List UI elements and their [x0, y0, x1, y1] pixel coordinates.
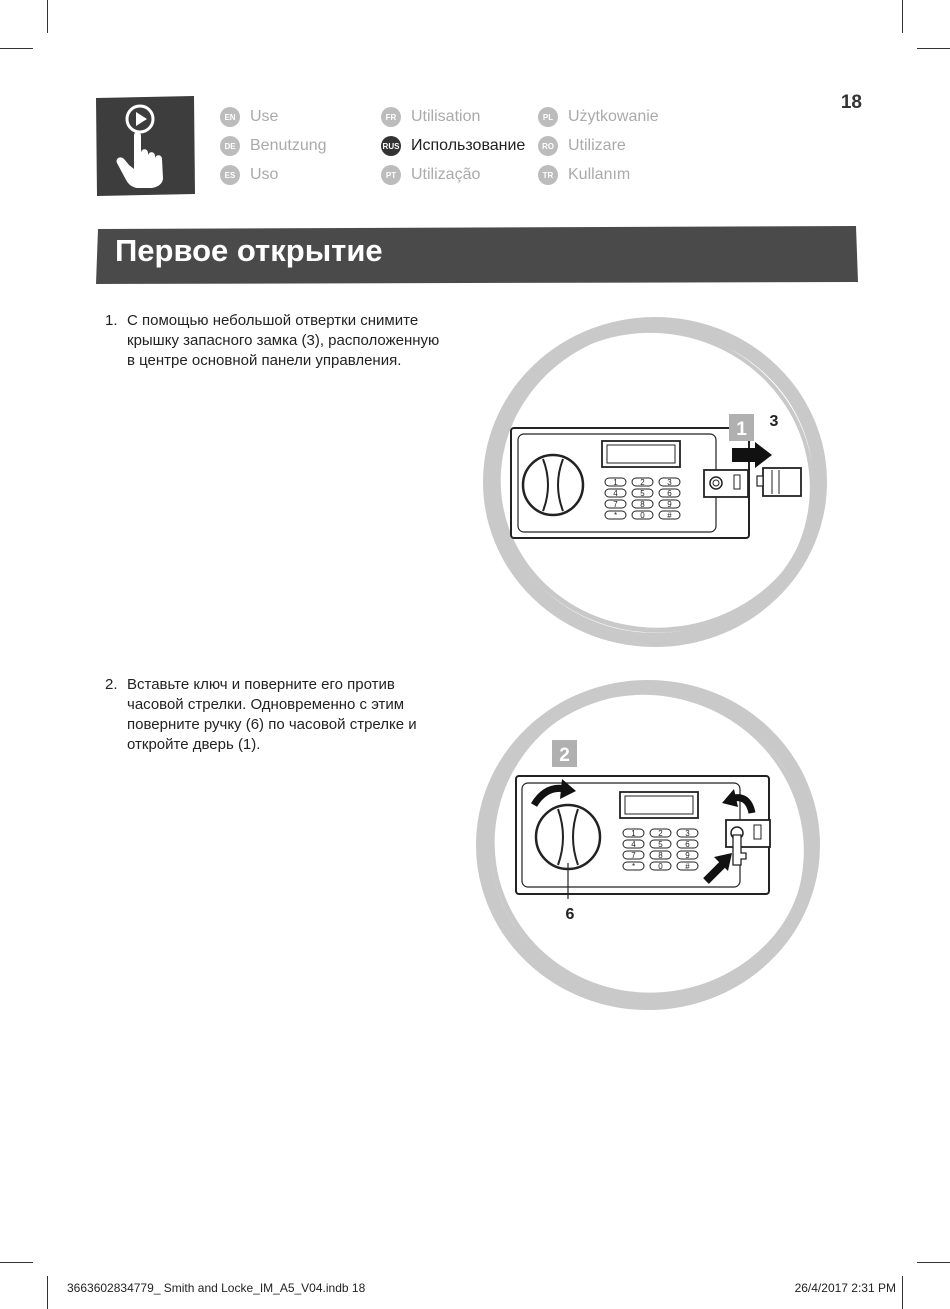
step-line: откройте дверь (1).: [127, 736, 261, 753]
language-label: Benutzung: [250, 137, 327, 154]
language-label: Utilizare: [568, 137, 626, 154]
crop-mark: [917, 48, 950, 49]
keypad-key-label: 4: [631, 840, 636, 849]
step-line: поверните ручку (6) по часовой стрелке и: [127, 716, 417, 733]
language-de: [220, 136, 327, 156]
language-label: Utilisation: [411, 108, 481, 125]
step-2-text: [105, 675, 417, 755]
language-code-badge: ES: [220, 165, 240, 185]
keypad-key-label: 7: [631, 851, 636, 860]
keypad-key-label: 3: [685, 829, 690, 838]
keypad-key-label: 5: [658, 840, 663, 849]
crop-mark: [917, 1262, 950, 1263]
footer-file-info: 3663602834779_ Smith and Locke_IM_A5_V04.indb 18: [67, 1281, 366, 1295]
language-label: Use: [250, 108, 279, 125]
crop-mark: [902, 1276, 903, 1309]
section-title: Первое открытие: [115, 233, 383, 268]
keypad-key-label: 9: [667, 500, 672, 509]
language-code-badge: RO: [538, 136, 558, 156]
step-line: в центре основной панели управления.: [127, 352, 402, 369]
hand-tap-icon: [95, 96, 195, 196]
crop-mark: [902, 0, 903, 33]
keypad-key-label: *: [631, 862, 636, 871]
keypad-key-label: 2: [640, 478, 645, 487]
language-code-badge: RUS: [381, 136, 401, 156]
language-ro: [538, 136, 626, 156]
keypad-key-label: 3: [667, 478, 672, 487]
step-number: 1.: [105, 312, 118, 329]
keypad-key-label: 8: [658, 851, 663, 860]
step-1-text: [105, 311, 440, 371]
language-label: Uso: [250, 166, 279, 183]
language-tr: [538, 165, 630, 185]
keypad-key-label: 1: [613, 478, 618, 487]
language-pt: [381, 165, 480, 185]
keypad-key-label: 1: [631, 829, 636, 838]
step-line: С помощью небольшой отвертки снимите: [127, 312, 419, 329]
keypad-key-label: 7: [613, 500, 618, 509]
illustration-remove-cover: [480, 310, 840, 650]
keypad-key-label: 4: [613, 489, 618, 498]
language-en: [220, 107, 278, 127]
language-fr: [381, 107, 480, 127]
page-number: 18: [840, 92, 862, 113]
language-code-badge: DE: [220, 136, 240, 156]
step-badge: 2: [559, 745, 570, 766]
illustration-open-door: [470, 675, 830, 1020]
language-label: Utilização: [411, 166, 481, 183]
language-label: Kullanım: [568, 166, 631, 183]
keypad-key-label: 0: [640, 511, 645, 520]
keypad-key-label: 6: [685, 840, 690, 849]
crop-mark: [0, 1262, 33, 1263]
step-number: 2.: [105, 676, 118, 693]
footer-timestamp: 26/4/2017 2:31 PM: [794, 1281, 896, 1295]
language-code-badge: PT: [381, 165, 401, 185]
language-code-badge: PL: [538, 107, 558, 127]
language-code-badge: EN: [220, 107, 240, 127]
step-line: часовой стрелки. Одновременно с этим: [127, 696, 405, 713]
callout-label: 6: [565, 906, 575, 923]
keypad-key-label: 6: [667, 489, 672, 498]
language-label: Использование: [411, 137, 526, 154]
callout-label: 3: [769, 413, 779, 430]
crop-mark: [47, 0, 48, 33]
keypad-key-label: #: [667, 511, 672, 520]
step-line: крышку запасного замка (3), расположенную: [127, 332, 440, 349]
keypad-key-label: 2: [658, 829, 663, 838]
keypad-key-label: 8: [640, 500, 645, 509]
keypad-key-label: *: [613, 511, 618, 520]
language-es: [220, 165, 278, 185]
crop-mark: [0, 48, 33, 49]
keypad-key-label: #: [685, 862, 690, 871]
step-badge: 1: [736, 419, 747, 440]
keypad-key-label: 5: [640, 489, 645, 498]
language-rus: [381, 136, 525, 156]
language-code-badge: TR: [538, 165, 558, 185]
language-label: Użytkowanie: [568, 108, 659, 125]
step-line: Вставьте ключ и поверните его против: [127, 676, 395, 693]
keypad-key-label: 0: [658, 862, 663, 871]
crop-mark: [47, 1276, 48, 1309]
keypad-key-label: 9: [685, 851, 690, 860]
language-pl: [538, 107, 659, 127]
language-code-badge: FR: [381, 107, 401, 127]
